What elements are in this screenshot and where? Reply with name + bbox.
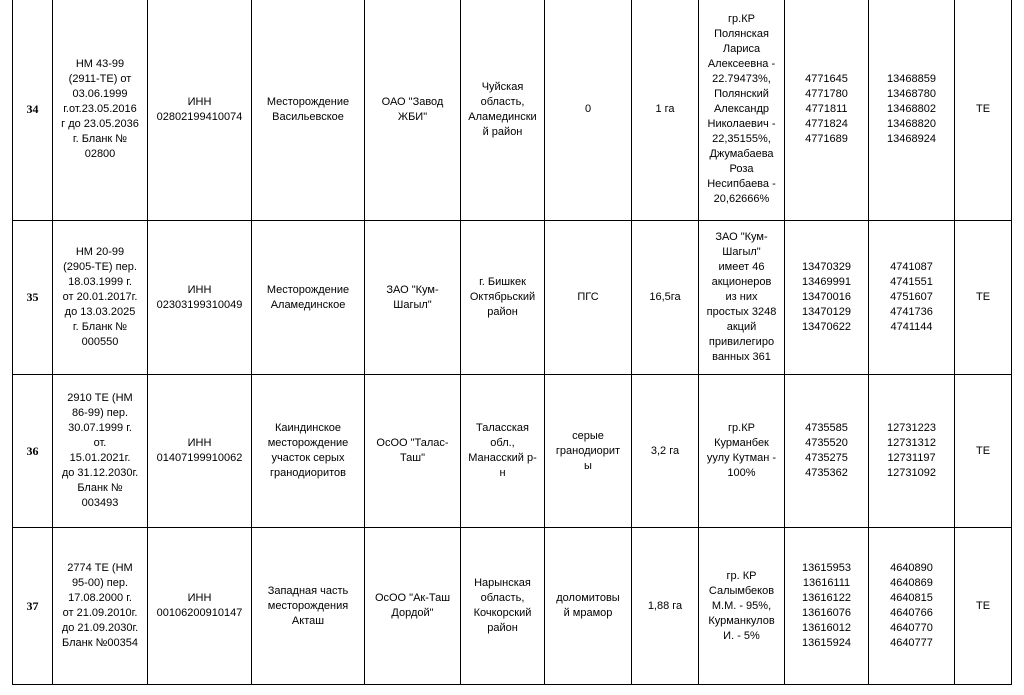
location-cell: г. Бишкек Октябрьский район [461, 221, 545, 375]
license-cell: НМ 43-99 (2911-ТЕ) от 03.06.1999 г.от.23.05.2016 г до 23.05.2036 г. Бланк № 02800 [53, 0, 148, 221]
mineral-cell: 0 [545, 0, 632, 221]
row-number: 35 [13, 221, 53, 375]
area-cell: 16,5га [632, 221, 699, 375]
inn-cell: ИНН 02303199310049 [148, 221, 252, 375]
row-number: 34 [13, 0, 53, 221]
table-row [13, 221, 1012, 375]
license-cell: НМ 20-99 (2905-ТЕ) пер. 18.03.1999 г. от 20.01.2017г. до 13.03.2025 г. Бланк № 000550 [53, 221, 148, 375]
owners-cell: гр. КР Салымбеков М.М. - 95%, Курманкулов И. - 5% [699, 528, 785, 685]
location-cell: Чуйская область, Аламедински й район [461, 0, 545, 221]
table-row [13, 0, 1012, 221]
inn-cell: ИНН 00106200910147 [148, 528, 252, 685]
type-cell: ТЕ [955, 221, 1012, 375]
coords-a-cell: 13615953 13616111 13616122 13616076 13616012 13615924 [785, 528, 869, 685]
owners-cell: гр.КР Полянская Лариса Алексеевна - 22.79473%, Полянский Александр Николаевич - 22,35155%, Джумабаева Роза Несипбаева - 20,62666% [699, 0, 785, 221]
mineral-cell: ПГС [545, 221, 632, 375]
location-cell: Нарынская область, Кочкорский район [461, 528, 545, 685]
type-cell: ТЕ [955, 0, 1012, 221]
deposit-cell: Месторождение Аламединское [252, 221, 365, 375]
license-cell: 2774 ТЕ (НМ 95-00) пер. 17.08.2000 г. от 21.09.2010г. до 21.09.2030г. Бланк №00354 [53, 528, 148, 685]
area-cell: 1 га [632, 0, 699, 221]
coords-a-cell: 13470329 13469991 13470016 13470129 13470622 [785, 221, 869, 375]
coords-a-cell: 4735585 4735520 4735275 4735362 [785, 375, 869, 528]
license-cell: 2910 ТЕ (НМ 86-99) пер. 30.07.1999 г. от. 15.01.2021г. до 31.12.2030г. Бланк № 003493 [53, 375, 148, 528]
deposit-cell: Западная часть месторождения Акташ [252, 528, 365, 685]
coords-b-cell: 12731223 12731312 12731197 12731092 [869, 375, 955, 528]
coords-b-cell: 4741087 4741551 4751607 4741736 4741144 [869, 221, 955, 375]
table-row [13, 375, 1012, 528]
coords-b-cell: 13468859 13468780 13468802 13468820 13468924 [869, 0, 955, 221]
table-row [13, 528, 1012, 685]
type-cell: ТЕ [955, 375, 1012, 528]
row-number: 37 [13, 528, 53, 685]
owners-cell: ЗАО "Кум- Шагыл" имеет 46 акционеров из них простых 3248 акций привилегиро ванных 361 [699, 221, 785, 375]
company-cell: ОАО "Завод ЖБИ" [365, 0, 461, 221]
deposit-cell: Месторождение Васильевское [252, 0, 365, 221]
area-cell: 1,88 га [632, 528, 699, 685]
mineral-cell: серые гранодиорит ы [545, 375, 632, 528]
mineral-cell: доломитовы й мрамор [545, 528, 632, 685]
company-cell: ОсОО "Талас- Таш" [365, 375, 461, 528]
company-cell: ОсОО "Ак-Таш Дордой" [365, 528, 461, 685]
company-cell: ЗАО "Кум- Шагыл" [365, 221, 461, 375]
registry-table [12, 0, 1012, 685]
coords-a-cell: 4771645 4771780 4771811 4771824 4771689 [785, 0, 869, 221]
row-number: 36 [13, 375, 53, 528]
inn-cell: ИНН 01407199910062 [148, 375, 252, 528]
type-cell: ТЕ [955, 528, 1012, 685]
deposit-cell: Каиндинское месторождение участок серых гранодиоритов [252, 375, 365, 528]
inn-cell: ИНН 02802199410074 [148, 0, 252, 221]
location-cell: Таласская обл., Манасский р- н [461, 375, 545, 528]
owners-cell: гр.КР Курманбек уулу Кутман - 100% [699, 375, 785, 528]
coords-b-cell: 4640890 4640869 4640815 4640766 4640770 4640777 [869, 528, 955, 685]
area-cell: 3,2 га [632, 375, 699, 528]
